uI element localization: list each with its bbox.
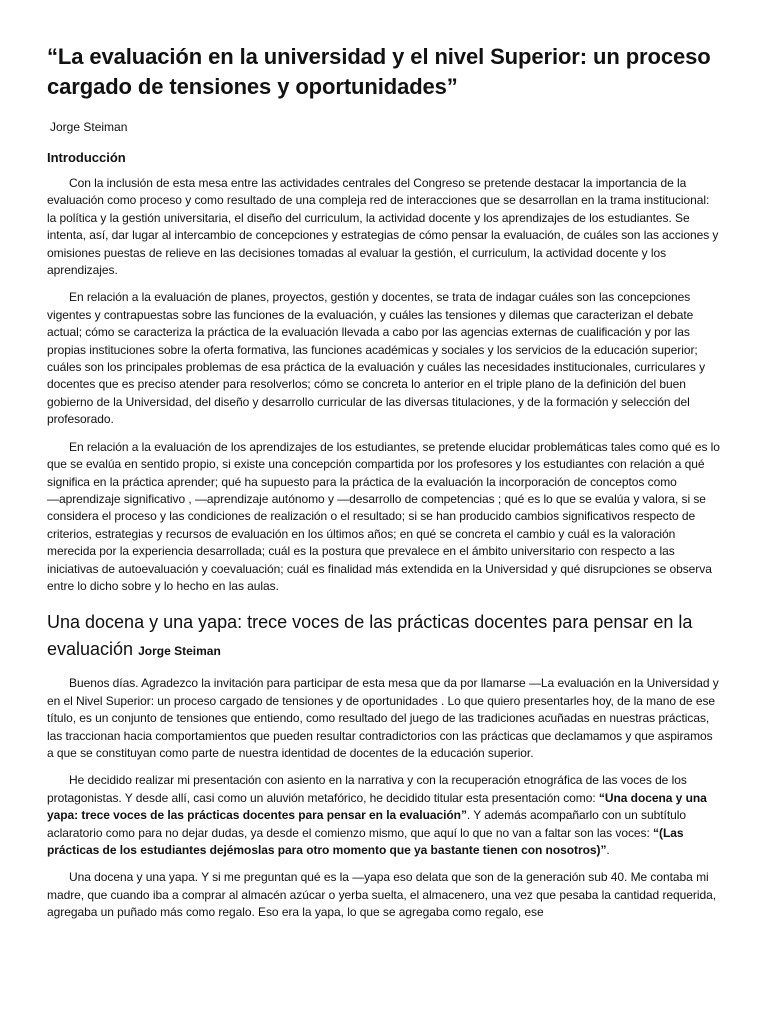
- section-paragraph-1: Buenos días. Agradezco la invitación para participar de esta mesa que da por llamarse ―La evaluación en la Universidad y en el Nivel Superior: un proceso cargado de tensiones y de oportunidades . Lo que quiero presentarles hoy, de la mano de ese título, es un conjunto de tensiones que entiendo, como resultado del juego de las tradiciones acuñadas en nuestras prácticas, las traccionan hacia comportamientos que pueden resultar contradictorios con las prácticas que declamamos y que aspiramos a que se constituyan como parte de nuestra identidad de docentes de la educación superior.: [47, 676, 719, 760]
- section-title: [47, 609, 721, 665]
- section-title-text: Una docena y una yapa: trece voces de las prácticas docentes para pensar en la evaluación: [47, 612, 693, 660]
- section-paragraph-2-text-a: He decidido realizar mi presentación con asiento en la narrativa y con la recuperación etnográfica de las voces de los protagonistas. Y desde allí, casi como un aluvión metafórico, he decidido titular esta presentación como:: [47, 773, 687, 805]
- intro-paragraph-1: Con la inclusión de esta mesa entre las actividades centrales del Congreso se pretende destacar la importancia de la evaluación como proceso y como resultado de una compleja red de interacciones que se desarrollan en la trama institucional: la política y la gestión universitaria, el diseño del curriculum, la actividad docente y los aprendizajes de los estudiantes. Se intenta, así, dar lugar al intercambio de concepciones y estrategias de cómo pensar la evaluación, de cuáles son las acciones y omisiones puestas de relieve en las decisiones tomadas al evaluar la gestión, el curriculum, la actividad docente y los aprendizajes.: [47, 176, 719, 278]
- section-paragraph-2-quote-subtitle: “(Las prácticas de los estudiantes dejémoslas para otro momento que ya bastante tienen con nosotros)”: [47, 825, 684, 857]
- section-paragraph-2-text-e: .: [606, 843, 610, 857]
- intro-paragraph-3: En relación a la evaluación de los aprendizajes de los estudiantes, se pretende elucidar problemáticas tales como qué es lo que se evalúa en sentido propio, si existe una concepción compartida por los profesores y los estudiantes con relación a qué significa en la práctica aprender; qué ha supuesto para la práctica de la evaluación la incorporación de conceptos como ―aprendizaje significativo , ―aprendizaje autónomo y ―desarrollo de competencias ; qué es lo que se evalúa y valora, si se considera el proceso y las condiciones de realización o el resultado; si se han producido cambios significativos respecto de criterios, estrategias y recursos de evaluación en los últimos años; en qué se concreta el cambio y cuál es la valoración merecida por la experiencia desarrollada; cuál es la postura que prevalece en el ámbito universitario con respecto a las iniciativas de autoevaluación y coevaluación; cuál es finalidad más extendida en la Universidad y qué disrupciones se observa entre lo dicho sobre y lo hecho en las aulas.: [47, 439, 720, 593]
- section-paragraph-3: Una docena y una yapa. Y si me preguntan qué es la ―yapa eso delata que son de la generación sub 40. Me contaba mi madre, que cuando iba a comprar al almacén azúcar o yerba suelta, el almacenero, una vez que pesaba la cantidad requerida, agregaba un puñado más como regalo. Eso era la yapa, lo que se agregaba como regalo, ese: [47, 870, 716, 920]
- section-author: Jorge Steiman: [138, 644, 221, 659]
- section-paragraph-2-text-c: . Y además acompañarlo con un subtítulo aclaratorio como para no dejar dudas, ya desde el comienzo mismo, que aquí lo que no van a faltar son las voces:: [47, 808, 686, 840]
- section-paragraph-2: [47, 772, 721, 859]
- document-title: “La evaluación en la universidad y el nivel Superior: un proceso cargado de tensiones y oportunidades”: [47, 44, 711, 99]
- intro-heading: Introducción: [47, 150, 126, 165]
- section-paragraph-2-quote-title: “Una docena y una yapa: trece voces de las prácticas docentes para pensar en la evaluación”: [47, 790, 707, 823]
- intro-paragraph-2: En relación a la evaluación de planes, proyectos, gestión y docentes, se trata de indagar cuáles son las concepciones vigentes y contrapuestas sobre las funciones de la evaluación, y cuáles las tensiones y dilemas que caracterizan el debate actual; cómo se caracteriza la práctica de la evaluación llevada a cabo por las agencias externas de cualificación y por las propias instituciones sobre la oferta formativa, las funciones académicas y sociales y los servicios de la educación superior; cuáles son los principales problemas de esa práctica de la evaluación y cuáles las necesidades institucionales, curriculares y docentes que es preciso atender para resolverlos; cómo se concreta lo anterior en el triple plano de la definición del buen gobierno de la Universidad, del diseño y desarrollo curricular de las diversas titulaciones, y de la formación y selección del profesorado.: [47, 290, 706, 427]
- author-name: Jorge Steiman: [50, 120, 128, 134]
